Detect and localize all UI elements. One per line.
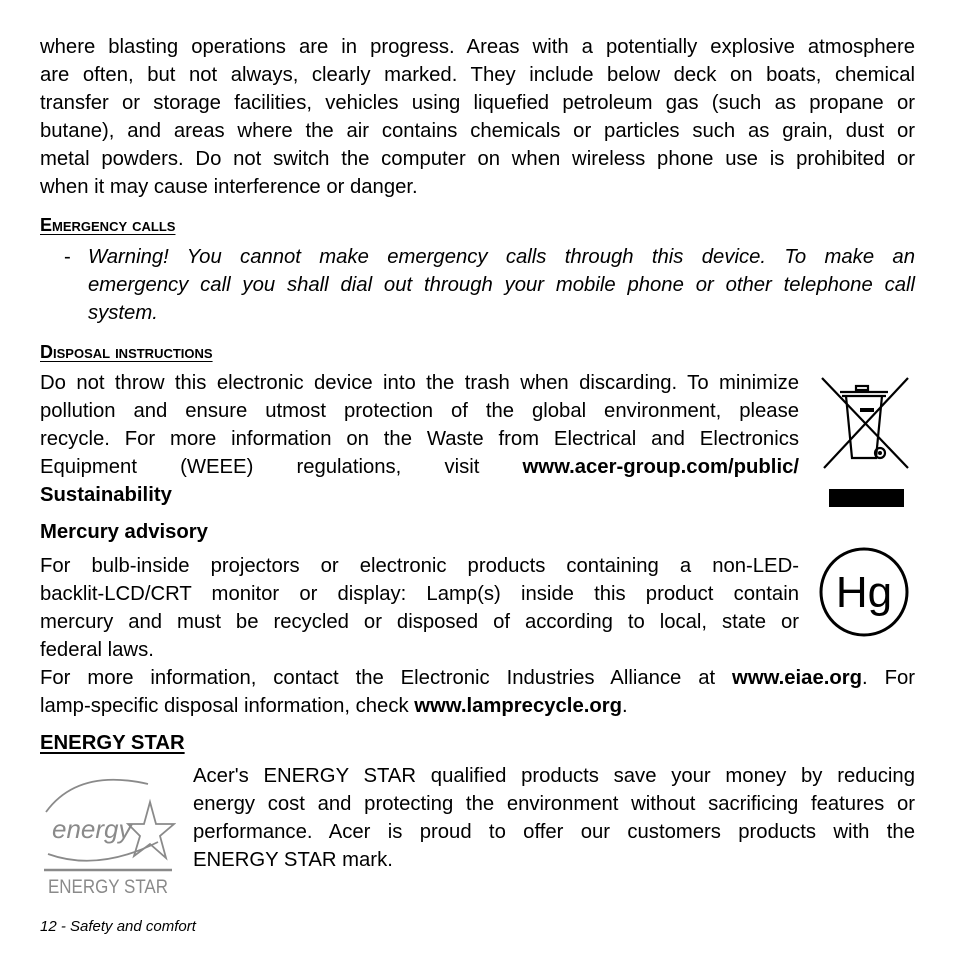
energy-line: energy cost and protecting the environment without sacrificing features or <box>193 793 915 815</box>
energy-line: performance. Acer is proud to offer our customers products with the <box>193 821 915 843</box>
intro-line: transfer or storage facilities, vehicles using liquefied petroleum gas (such as propane or <box>40 92 915 114</box>
mercury-info-line <box>40 692 915 720</box>
acer-link[interactable]: www.acer-group.com/public/ <box>522 456 799 478</box>
energy-star-logo <box>40 772 176 900</box>
intro-line: are often, but not always, clearly marked. They include below deck on boats, chemical <box>40 64 915 86</box>
mercury-info-text: For more information, contact the Electronic Industries Alliance at <box>40 667 716 689</box>
disposal-heading: Disposal instructions <box>40 342 213 362</box>
energy-star-heading: ENERGY STAR <box>40 732 185 754</box>
intro-paragraph <box>40 33 915 201</box>
intro-line: where blasting operations are in progress. Areas with a potentially explosive atmosphere <box>40 36 915 58</box>
warning-line: emergency call you shall dial out through your mobile phone or other telephone call <box>88 274 915 296</box>
energy-logo-script: energy <box>52 814 132 844</box>
disposal-paragraph <box>40 369 799 509</box>
lamprecycle-link[interactable]: www.lamprecycle.org <box>414 695 623 717</box>
energy-line: ENERGY STAR mark. <box>193 849 393 871</box>
intro-line: butane), and areas where the air contains chemicals or particles such as grain, dust or <box>40 120 915 142</box>
mercury-info-text: . <box>622 695 628 717</box>
disposal-line: pollution and ensure utmost protection of the global environment, please <box>40 400 799 422</box>
energy-line: Acer's ENERGY STAR qualified products save your money by reducing <box>193 765 915 787</box>
mercury-line: federal laws. <box>40 639 154 661</box>
mercury-info-text: lamp-specific disposal information, check <box>40 695 409 717</box>
intro-line: metal powders. Do not switch the computer on when wireless phone use is prohibited or <box>40 148 915 170</box>
mercury-line: mercury and must be recycled or disposed of according to local, state or <box>40 611 799 633</box>
page-footer: 12 - Safety and comfort <box>40 918 196 935</box>
mercury-paragraph <box>40 552 799 664</box>
disposal-line <box>40 453 799 481</box>
emergency-dash: - <box>64 246 71 268</box>
warning-line: system. <box>88 302 158 324</box>
acer-link-continued[interactable]: Sustainability <box>40 484 172 506</box>
emergency-warning <box>88 243 915 327</box>
mercury-heading: Mercury advisory <box>40 521 208 543</box>
weee-crossed-bin-icon <box>818 374 914 510</box>
mercury-hg-label: Hg <box>835 568 893 617</box>
mercury-info <box>40 664 915 720</box>
intro-line: when it may cause interference or danger. <box>40 176 418 198</box>
disposal-line-text: Equipment (WEEE) regulations, visit <box>40 456 480 478</box>
mercury-line: For bulb-inside projectors or electronic products containing a non-LED- <box>40 555 799 577</box>
disposal-line: Do not throw this electronic device into the trash when discarding. To minimize <box>40 372 799 394</box>
mercury-hg-icon <box>818 546 910 638</box>
disposal-line: recycle. For more information on the Waste from Electrical and Electronics <box>40 428 799 450</box>
mercury-info-text: . For <box>862 667 915 689</box>
energy-star-paragraph <box>193 762 915 874</box>
mercury-info-line <box>40 664 915 692</box>
energy-logo-caption: ENERGY STAR <box>48 877 168 898</box>
eiae-link[interactable]: www.eiae.org <box>732 667 863 689</box>
warning-line: Warning! You cannot make emergency calls through this device. To make an <box>88 246 915 268</box>
mercury-line: backlit-LCD/CRT monitor or display: Lamp(s) inside this product contain <box>40 583 799 605</box>
emergency-heading: Emergency calls <box>40 215 176 235</box>
